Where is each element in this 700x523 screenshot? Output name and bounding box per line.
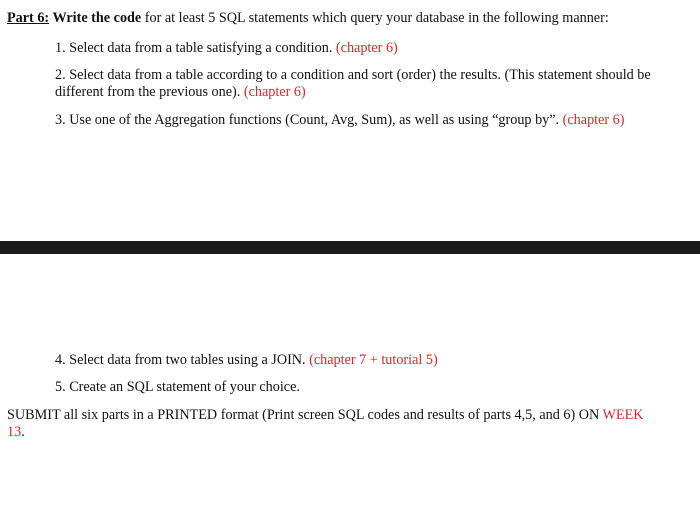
- submit-period: .: [21, 424, 25, 440]
- part6-heading: [7, 10, 609, 27]
- page-divider-bar: [0, 241, 700, 254]
- item-2-chapter-ref: (chapter 6): [243, 84, 306, 100]
- submit-week-label: WEEK: [602, 407, 644, 423]
- list-item-1: [55, 40, 398, 57]
- list-item-4: [55, 352, 438, 369]
- list-item-2-line-1: [55, 67, 651, 84]
- submit-text: SUBMIT all six parts in a PRINTED format (Print screen SQL codes and results of parts 4,5, and 6) ON: [7, 407, 603, 423]
- item-2-text-line-2: different from the previous one).: [55, 84, 244, 100]
- item-2-text-line-1: 2. Select data from a table according to a condition and sort (order) the results. (This statement should be: [55, 67, 651, 83]
- item-1-text: 1. Select data from a table satisfying a condition.: [55, 40, 336, 56]
- part6-bold-lead: Write the code: [49, 10, 142, 26]
- list-item-3: [55, 112, 625, 129]
- item-5-text: 5. Create an SQL statement of your choice.: [55, 379, 300, 395]
- item-3-text: 3. Use one of the Aggregation functions (Count, Avg, Sum), as well as using “group by”.: [55, 112, 563, 128]
- item-3-chapter-ref: (chapter 6): [562, 112, 625, 128]
- list-item-2-line-2: [55, 84, 306, 101]
- submit-line-2: [7, 424, 25, 441]
- submit-line-1: [7, 407, 644, 424]
- part6-label: Part 6:: [7, 10, 50, 26]
- part6-intro: for at least 5 SQL statements which query your database in the following manner:: [141, 10, 609, 26]
- item-4-text: 4. Select data from two tables using a JOIN.: [55, 352, 310, 368]
- item-4-chapter-ref: (chapter 7 + tutorial 5): [309, 352, 438, 368]
- submit-week-number: 13: [7, 424, 22, 440]
- list-item-5: [55, 379, 300, 396]
- item-1-chapter-ref: (chapter 6): [335, 40, 398, 56]
